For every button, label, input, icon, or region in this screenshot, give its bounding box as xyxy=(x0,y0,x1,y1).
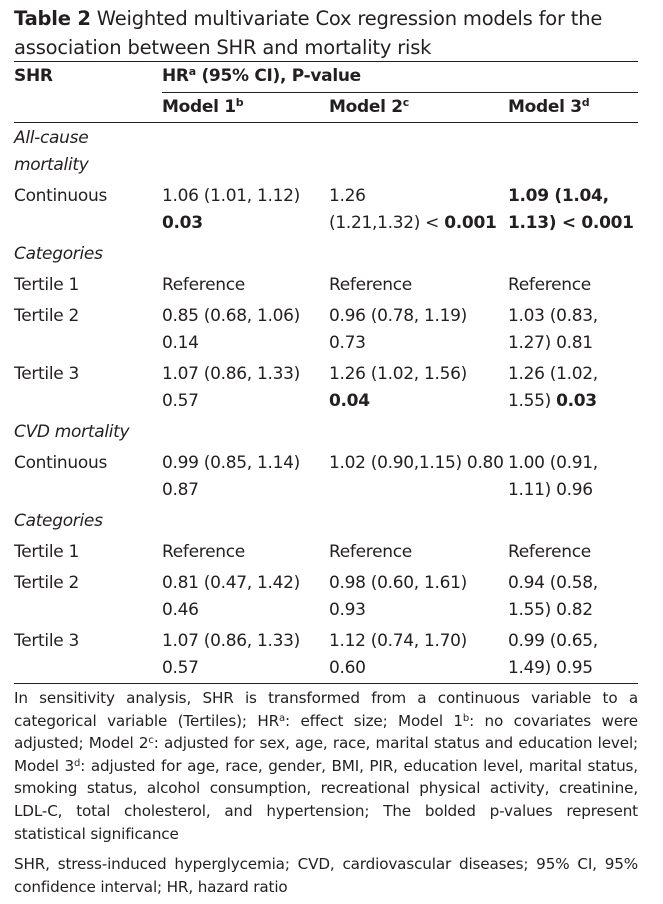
cell-m2: 0.96 (0.78, 1.19) 0.73 xyxy=(329,306,467,353)
row-label: Tertile 2 xyxy=(14,573,80,593)
cell-m2: 1.26 (1.21,1.32) < 0.001 xyxy=(329,186,497,233)
col-header-model1: Model 1$^b$ xyxy=(162,96,244,117)
cell-m1: 1.07 (0.86, 1.33) 0.57 xyxy=(162,631,300,678)
row-label: Tertile 1 xyxy=(14,542,80,562)
cell-m3: 0.99 (0.65, 1.49) 0.95 xyxy=(508,631,598,678)
footnote-sensitivity: In sensitivity analysis, SHR is transformed from a continuous variable to a categorical variable (Tertiles); $HR^a$: effect size; Model 1$^b$: no covariates were adjusted; Model 2$^c$: adjusted for sex, age, race, marital status and education level; Model 3$^d$: adjusted for age, race, gender, BMI, PIR, education level, marital status, smoking status, alcohol consumption, recreational physical activity, creatinine, LDL-C, total cholesterol, and hypertension; The bolded p-values represent statistical significance xyxy=(14,689,638,843)
cell-m2: 1.02 (0.90,1.15) 0.80 xyxy=(329,453,504,473)
col-header-shr: SHR xyxy=(14,66,53,86)
cell-m1: 0.85 (0.68, 1.06) 0.14 xyxy=(162,306,300,353)
cell-m3: 1.09 (1.04, 1.13) < 0.001 xyxy=(508,186,634,233)
row-label: Continuous xyxy=(14,186,108,206)
cell-m2: Reference xyxy=(329,542,412,562)
cell-m1: Reference xyxy=(162,542,245,562)
section-title-allcause: All-cause mortality xyxy=(14,128,89,175)
cell-m1: Reference xyxy=(162,275,245,295)
table-title: Weighted multivariate Cox regression models for the association between SHR and mortality risk xyxy=(14,7,603,59)
footnote-abbreviations: SHR, stress-induced hyperglycemia; CVD, cardiovascular diseases; 95% CI, 95% confidence interval; HR, hazard ratio xyxy=(14,855,638,896)
row-label: Tertile 1 xyxy=(14,275,80,295)
cell-m1: 1.06 (1.01, 1.12) 0.03 xyxy=(162,186,300,233)
row-label: Continuous xyxy=(14,453,108,473)
row-label: Tertile 3 xyxy=(14,364,80,384)
col-header-group: $HR^a$ (95% CI), P-value xyxy=(162,65,361,86)
cell-m3: Reference xyxy=(508,275,591,295)
table-caption xyxy=(14,4,639,62)
group-header-rule xyxy=(162,92,638,93)
cell-m3: 0.94 (0.58, 1.55) 0.82 xyxy=(508,573,598,620)
col-header-model3: Model 3$^d$ xyxy=(508,96,590,117)
cell-m2: 0.98 (0.60, 1.61) 0.93 xyxy=(329,573,467,620)
section-title-cvd: CVD mortality xyxy=(14,422,130,442)
row-label: Tertile 3 xyxy=(14,631,80,651)
top-rule xyxy=(14,61,638,62)
cell-m3: 1.00 (0.91, 1.11) 0.96 xyxy=(508,453,598,500)
cell-m1: 1.07 (0.86, 1.33) 0.57 xyxy=(162,364,300,411)
table-bottom-rule xyxy=(14,683,638,684)
cell-m2: 1.26 (1.02, 1.56) 0.04 xyxy=(329,364,467,411)
col-header-model2: Model 2$^c$ xyxy=(329,96,410,117)
cell-m2: 1.12 (0.74, 1.70) 0.60 xyxy=(329,631,467,678)
header-bottom-rule xyxy=(14,122,638,123)
categories-label: Categories xyxy=(14,244,103,264)
cell-m1: 0.99 (0.85, 1.14) 0.87 xyxy=(162,453,300,500)
categories-label: Categories xyxy=(14,511,103,531)
cell-m3: 1.03 (0.83, 1.27) 0.81 xyxy=(508,306,598,353)
cell-m1: 0.81 (0.47, 1.42) 0.46 xyxy=(162,573,300,620)
row-label: Tertile 2 xyxy=(14,306,80,326)
table-label: Table 2 xyxy=(14,7,91,30)
cell-m3: 1.26 (1.02, 1.55) 0.03 xyxy=(508,364,598,411)
cell-m3: Reference xyxy=(508,542,591,562)
cell-m2: Reference xyxy=(329,275,412,295)
